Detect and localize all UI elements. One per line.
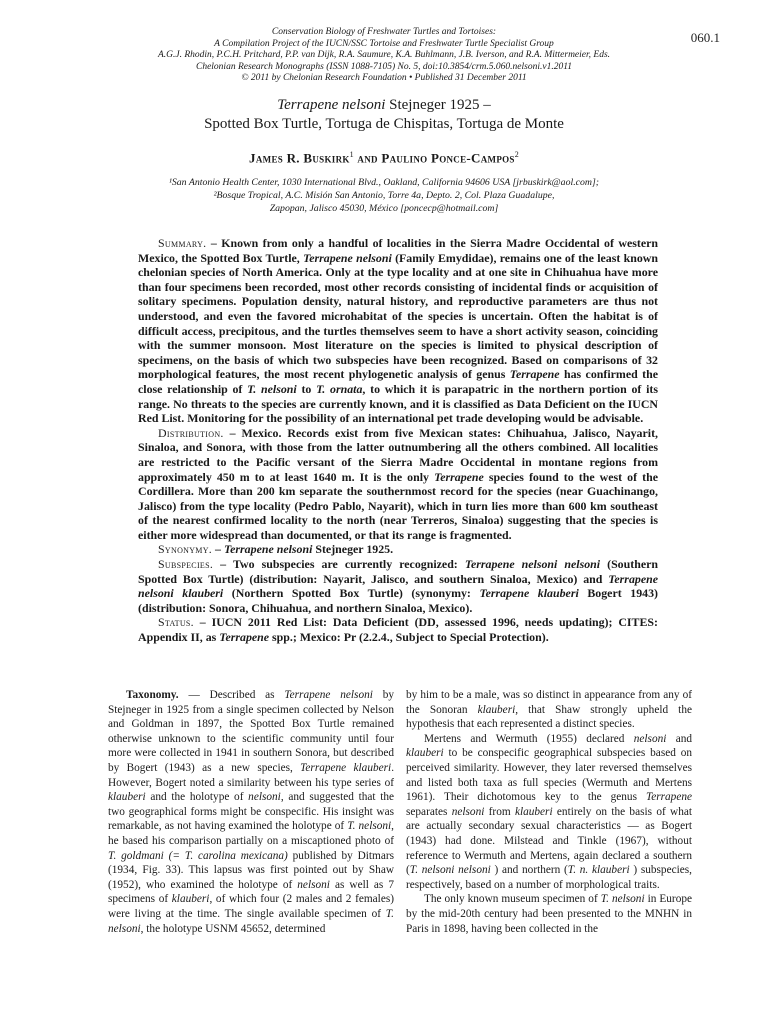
body-text: Mertens and Wermuth (1955) declared	[424, 732, 634, 745]
species-name: klauberi	[171, 893, 210, 906]
body-text: ) and northern (	[490, 864, 568, 877]
article-title	[60, 96, 708, 134]
species-name: klauberi	[514, 805, 553, 818]
synonymy-text: –	[212, 542, 224, 557]
author-2: Paulino Ponce-Campos	[381, 150, 515, 166]
author-conjunction: and	[353, 150, 382, 166]
summary-text: has confirmed the close relationship of	[138, 367, 658, 396]
body-text: ) subspecies, respectively, based on a number of morphological traits.	[406, 864, 692, 891]
status-label: Status.	[158, 615, 194, 630]
body-text: published by Ditmars (1934, Fig. 33). This lapsus was first pointed out by Shaw (1952), who examined the holotype of	[108, 849, 394, 891]
status-text: spp.; Mexico: Pr (2.2.4., Subject to Special Protection).	[269, 630, 549, 645]
species-name: T. nelsoni	[347, 820, 392, 833]
affiliation-line: ¹San Antonio Health Center, 1030 International Blvd., Oakland, California 94606 USA [jrbuskirk@aol.com];	[168, 177, 600, 188]
species-name: Terrapene nelsoni	[223, 542, 313, 557]
body-text: by Stejneger in 1925 from a single specimen collected by Nelson and Goldman in 1897, the Spotted Box Turtle remained otherwise unknown to the scientific community until four more were collected in 1941 in southern Sonora, but described by Bogert (1943) as a new species,	[108, 689, 395, 774]
body-text: to be conspecific geographical subspecies based on perceived similarity. However, they later reversed themselves and listed both taxa as full species (Wermuth and Mertens 1961). Their dichotomous key to the genus	[406, 747, 692, 804]
body-text: , and suggested that the two geographical forms might be conspecific. His insight was remarkable, as not having examined the holotype of	[108, 791, 394, 833]
body-text: The only known museum specimen of	[424, 893, 601, 906]
body-text: as well as 7 specimens of	[108, 878, 394, 906]
body-text: , the holotype USNM 45652, determined	[140, 922, 326, 935]
header-line: Chelonian Research Monographs (ISSN 1088-7105) No. 5, doi:10.3854/crm.5.060.nelsoni.v1.2011	[195, 61, 572, 72]
author-line	[60, 150, 708, 166]
species-name: T. goldmani (= T. carolina mexicana)	[108, 849, 288, 862]
title-common-names: Spotted Box Turtle, Tortuga de Chispitas, Tortuga de Monte	[204, 116, 564, 132]
body-text: . However, Bogert noted a similarity between his type series of	[108, 761, 395, 789]
affiliation-line: Zapopan, Jalisco 45030, México [poncecp@hotmail.com]	[269, 203, 499, 214]
species-name: Terrapene nelsoni	[284, 689, 373, 701]
species-name: Terrapene klauberi	[479, 586, 579, 601]
subspecies-text: (Southern Spotted Box Turtle) (distribution: Nayarit, Jalisco, and southern Sinaloa, Mexico) and	[138, 557, 658, 586]
species-name: Terrapene nelsoni klauberi	[138, 571, 658, 601]
status-text: – IUCN 2011 Red List: Data Deficient (DD, assessed 1996, needs updating); CITES: Appendix II, as	[138, 615, 658, 645]
summary-label: Summary.	[158, 236, 207, 250]
species-name: nelsoni	[451, 805, 485, 818]
species-name: T. nelsoni	[247, 381, 297, 396]
affiliation-line: ²Bosque Tropical, A.C. Misión San Antonio, Torre 4a, Depto. 2, Col. Plaza Guadalupe,	[213, 190, 555, 201]
author-1: James R. Buskirk	[249, 150, 350, 166]
species-name: klauberi	[477, 703, 516, 716]
body-text: by him to be a male, was so distinct in appearance from any of the Sonoran	[406, 689, 692, 716]
summary-paragraph	[138, 236, 658, 426]
page-number: 060.1	[690, 30, 720, 45]
title-species: Terrapene nelsoni	[277, 97, 386, 113]
species-name: nelsoni	[248, 791, 281, 804]
status-paragraph	[138, 615, 658, 644]
summary-text: , to which it is parapatric in the northern portion of its range. No threats to the species are currently known, and it is classified as Data Deficient on the IUCN Red List. Monitoring for the possibility of an international pet trade developing would be advisable.	[138, 381, 659, 426]
distribution-paragraph	[138, 426, 658, 543]
subspecies-text: (Northern Spotted Box Turtle) (synonymy:	[223, 586, 480, 601]
subspecies-text: Bogert 1943) (distribution: Sonora, Chihuahua, and northern Sinaloa, Mexico).	[138, 586, 659, 615]
distribution-text: – Mexico. Records exist from five Mexican states: Chihuahua, Jalisco, Nayarit, Sinaloa, and Sonora, with those from the latter outnumbering all the others combined. All localities are restricted to the Pacific versant of the Sierra Madre Occidental in montane regions from approximately 450 m to at least 1640 m. It is the only	[138, 425, 658, 484]
species-name: Terrapene nelsoni nelsoni	[464, 557, 601, 572]
taxonomy-paragraph	[108, 688, 394, 936]
species-name: T. nelsoni	[108, 907, 394, 935]
body-text: separates	[406, 805, 452, 818]
author-1-affil: 1	[349, 150, 354, 159]
title-authority: Stejneger 1925 –	[385, 97, 491, 113]
body-text: — Described as	[178, 689, 285, 701]
body-text: in Europe by the mid-20th century had been presented to the MNHN in Paris in 1898, having been collected in the	[406, 893, 693, 935]
header-line: A.G.J. Rhodin, P.C.H. Pritchard, P.P. van Dijk, R.A. Saumure, K.A. Buhlmann, J.B. Iverson, and R.A. Mittermeier, Eds.	[157, 50, 611, 61]
genus-name: Terrapene	[645, 791, 692, 804]
journal-header	[110, 27, 658, 85]
species-name: Terrapene nelsoni	[303, 250, 392, 265]
summary-text: – Known from only a handful of localities in the Sierra Madre Occidental of western Mexico, the Spotted Box Turtle,	[138, 236, 658, 265]
subspecies-label: Subspecies.	[158, 557, 214, 572]
species-name: nelsoni	[633, 732, 667, 745]
distribution-label: Distribution.	[158, 425, 224, 440]
author-2-affil: 2	[514, 150, 519, 159]
species-name: T. nelsoni nelsoni	[409, 864, 491, 877]
genus-name: Terrapene	[219, 630, 270, 645]
body-paragraph	[406, 688, 692, 732]
species-name: klauberi	[108, 791, 146, 804]
species-name: klauberi	[406, 747, 444, 760]
body-text: entirely on the basis of what are actually secondary sexual characteristics — as Bogert (1943) had done. Milstead and Tinkle (1967), without reference to Wermuth and Mertens, again declared a southern (	[406, 805, 692, 877]
distribution-text: species found to the west of the Cordillera. More than 200 km separate the southernmost record for the species (near Guachinango, Jalisco) from the type locality (Pedro Pablo, Nayarit), which in turn lies more than 600 km southeast of the nearest confirmed locality to the north (near Terreros, Sinaloa) suggesting that the species is either more widespread than documented, or that its range is fragmented.	[138, 469, 658, 542]
synonymy-label: Synonymy.	[158, 542, 213, 557]
species-name: Terrapene klauberi	[300, 761, 392, 774]
header-line: © 2011 by Chelonian Research Foundation • Published 31 December 2011	[241, 73, 527, 84]
body-text: from	[484, 805, 515, 818]
right-column	[406, 688, 692, 936]
body-text: , he based his comparison partially on a miscaptioned photo of	[108, 820, 394, 847]
genus-name: Terrapene	[509, 367, 560, 382]
species-name: T. nelsoni	[600, 893, 645, 906]
summary-text: to	[296, 381, 317, 396]
subspecies-text: – Two subspecies are currently recognized:	[213, 557, 465, 572]
body-paragraph	[406, 732, 692, 893]
subspecies-paragraph	[138, 557, 658, 615]
genus-name: Terrapene	[434, 469, 484, 484]
body-paragraph	[406, 892, 692, 936]
left-column	[108, 688, 394, 936]
body-text: and the holotype of	[145, 791, 249, 804]
section-heading-taxonomy: Taxonomy.	[126, 689, 179, 701]
header-line: A Compilation Project of the IUCN/SSC Tortoise and Freshwater Turtle Specialist Group	[214, 38, 554, 49]
species-name: T. n. klauberi	[567, 864, 630, 877]
species-name: nelsoni	[297, 878, 330, 891]
synonymy-text: Stejneger 1925.	[312, 542, 394, 557]
body-text: and	[666, 732, 692, 745]
synonymy-paragraph	[138, 542, 658, 557]
header-line: Conservation Biology of Freshwater Turtles and Tortoises:	[271, 27, 497, 37]
affiliations	[80, 176, 688, 215]
species-name: T. ornata	[316, 381, 363, 396]
summary-text: (Family Emydidae), remains one of the least known chelonian species of North America. Only at the type locality and at one site in Chihuahua have more than four specimens been recorded, most other records consisting of incidental finds or acquisition of solitary specimens. Population density, natural history, and reproductive parameters are thus not understood, and even the favored microhabitat of the species is uncertain. Often the habitat is of difficult access, precipitous, and the turtles themselves seem to have a short activity season, coinciding with the summer monsoon. Most literature on the species is limited to physical description of specimens, on the basis of which two subspecies have been recognized. Based on comparisons of 32 morphological features, the most recent phylogenetic analysis of genus	[138, 250, 658, 382]
abstract	[138, 236, 658, 645]
body-text: , of which four (2 males and 2 females) were living at the time. The single available specimen of	[108, 893, 394, 920]
body-text: , that Shaw strongly upheld the hypothesis that each represented a distinct species.	[406, 703, 692, 731]
